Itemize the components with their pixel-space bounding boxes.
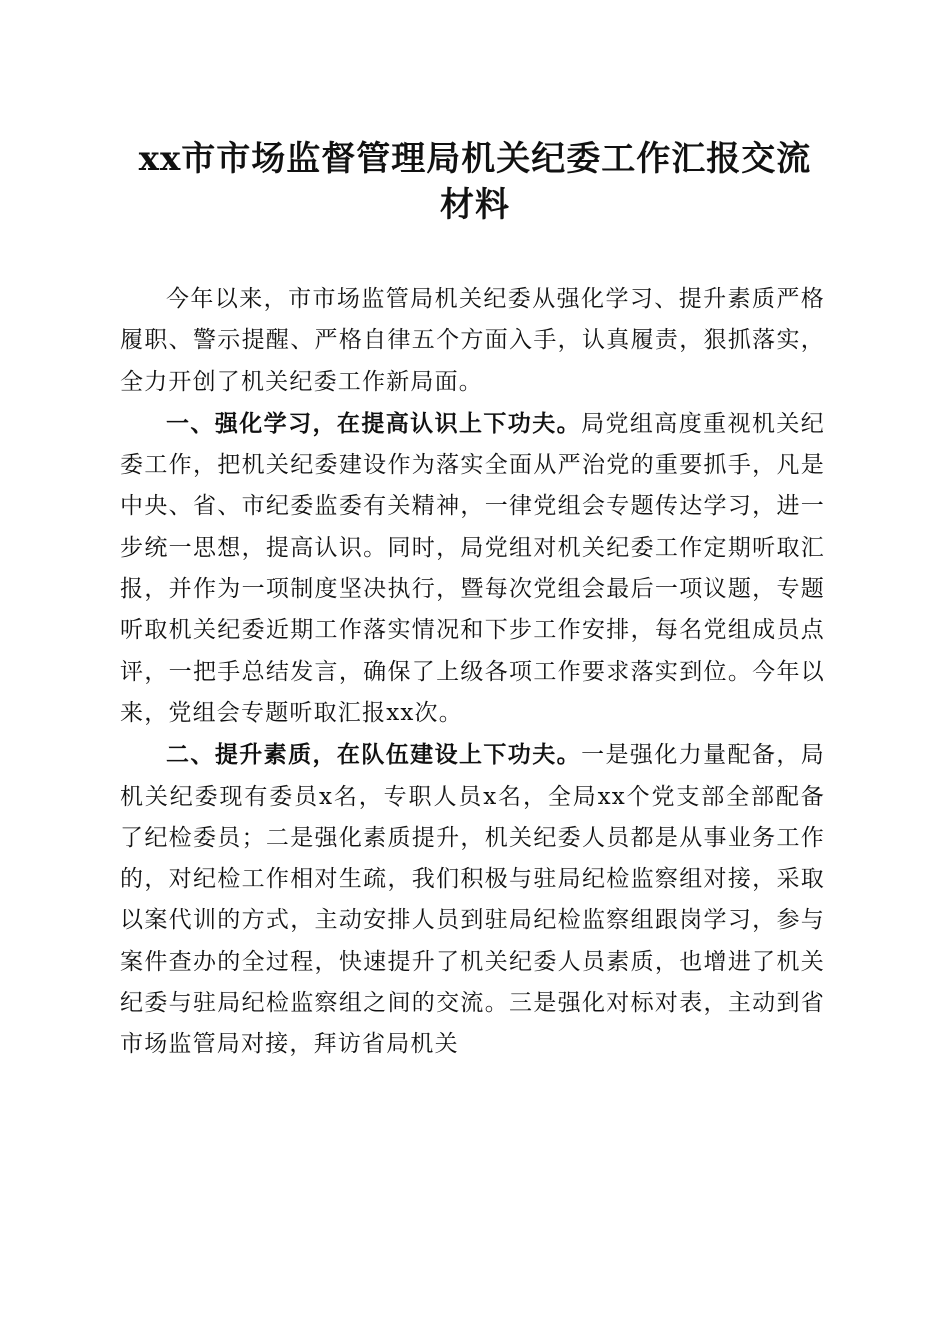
paragraph-lead: 一、强化学习，在提高认识上下功夫。: [166, 409, 582, 437]
paragraph-intro: [120, 278, 825, 403]
paragraph-lead: 二、提升素质，在队伍建设上下功夫。: [166, 741, 582, 769]
paragraph-text: 今年以来，市市场监管局机关纪委从强化学习、提升素质严格履职、警示提醒、严格自律五个方面入手，认真履责，狠抓落实，全力开创了机关纪委工作新局面。: [120, 286, 825, 395]
document-body: [120, 278, 825, 1066]
title-line-1: xx市市场监督管理局机关纪委工作汇报交流: [138, 139, 812, 179]
title-line-2: 材料: [440, 185, 510, 225]
paragraph-section-2: [120, 734, 825, 1065]
paragraph-section-1: [120, 403, 825, 734]
paragraph-text: 一是强化力量配备，局机关纪委现有委员x名，专职人员x名，全局xx个党支部全部配备了纪检委员；二是强化素质提升，机关纪委人员都是从事业务工作的，对纪检工作相对生疏，我们积极与驻局纪检监察组对接，采取以案代训的方式，主动安排人员到驻局纪检监察组跟岗学习，参与案件查办的全过程，快速提升了机关纪委人员素质，也增进了机关纪委与驻局纪检监察组之间的交流。三是强化对标对表，主动到省市场监管局对接，拜访省局机关: [120, 742, 825, 1058]
paragraph-text: 局党组高度重视机关纪委工作，把机关纪委建设作为落实全面从严治党的重要抓手，凡是中央、省、市纪委监委有关精神，一律党组会专题传达学习，进一步统一思想，提高认识。同时，局党组对机关纪委工作定期听取汇报，并作为一项制度坚决执行，暨每次党组会最后一项议题，专题听取机关纪委近期工作落实情况和下步工作安排，每名党组成员点评，一把手总结发言，确保了上级各项工作要求落实到位。今年以来，党组会专题听取汇报xx次。: [120, 410, 825, 726]
document-title: [110, 136, 840, 228]
